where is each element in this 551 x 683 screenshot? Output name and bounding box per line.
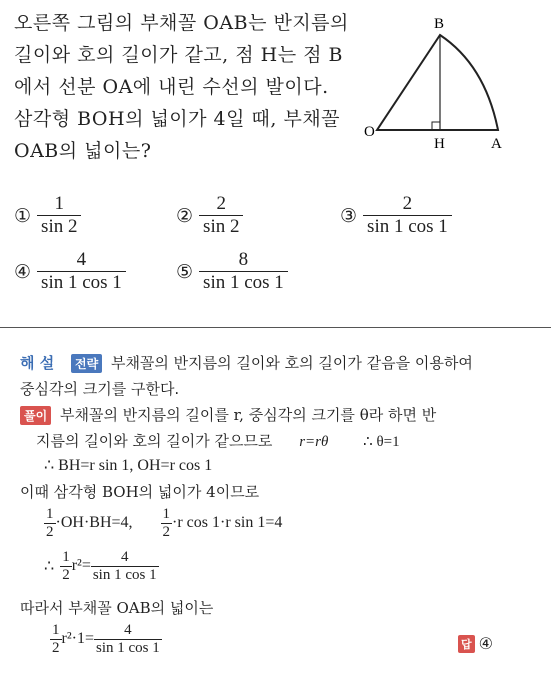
solution-line-3: ∴ BH=r sin 1, OH=r cos 1 [44,457,213,474]
choice-3-fraction [363,194,452,238]
half-fraction-c [60,549,72,584]
answer-tag: 답 [458,635,475,653]
solution-strategy [20,352,473,373]
eq2-therefore: ∴ [44,558,55,576]
solution-eq-3 [50,622,162,657]
choice-3-number: ③ [340,204,358,227]
solution-theta: ∴ θ=1 [363,434,400,450]
choice-2[interactable] [176,194,243,238]
half-num-c: 1 [62,549,70,565]
eq2-fraction [91,549,159,584]
choice-4-fraction [37,250,126,294]
half-fraction-b [161,506,173,541]
answer-value: ④ [478,634,493,653]
half-fraction-d [50,622,62,657]
half-num-b: 1 [162,506,171,522]
solution-line-1 [20,404,436,425]
problem-line-1: 오른쪽 그림의 부채꼴 OAB는 반지름의 [14,12,349,34]
solution-line-2 [36,430,400,451]
half-fraction-a [44,506,56,541]
solution-eq-2 [44,549,159,584]
half-den-a: 2 [46,523,54,540]
choice-5-denominator: sin 1 cos 1 [199,271,288,294]
sector-outline [377,35,498,130]
choice-1-number: ① [14,204,32,227]
eq3-num: 4 [124,622,132,638]
solution-eq-r: r=rθ [299,434,329,450]
eq2-den: sin 1 cos 1 [92,566,157,583]
problem-line-5: OAB의 넓이는? [14,140,152,162]
choice-1-denominator: sin 2 [37,215,81,238]
strategy-line-2: 중심각의 크기를 구한다. [20,380,180,398]
eq1-left: ·OH·BH=4, [55,514,133,532]
eq2-num: 4 [120,549,129,565]
half-den-d: 2 [52,639,60,656]
label-a: A [491,136,502,150]
half-num-a: 1 [46,506,54,522]
section-divider [0,327,551,328]
choice-4-number: ④ [14,260,32,283]
choice-1-numerator: 1 [54,193,65,214]
half-den-c: 2 [62,566,70,583]
label-b: B [434,16,445,32]
eq3-fraction [94,622,162,657]
label-h: H [434,136,445,150]
choice-5-number: ⑤ [176,260,194,283]
choice-3[interactable] [340,194,452,238]
choice-4-numerator: 4 [76,249,87,270]
choice-3-denominator: sin 1 cos 1 [363,215,452,238]
choice-2-numerator: 2 [216,193,227,214]
choice-1-fraction [37,194,81,238]
choice-1[interactable] [14,194,81,238]
choice-4-denominator: sin 1 cos 1 [37,271,126,294]
eq1-right: ·r cos 1·r sin 1=4 [172,514,283,532]
problem-line-2: 길이와 호의 길이가 같고, 점 H는 점 B [14,44,343,66]
solution-line-4: 이때 삼각형 BOH의 넓이가 4이므로 [20,483,260,501]
problem-line-3: 에서 선분 OA에 내린 수선의 발이다. [14,76,329,98]
choice-5[interactable] [176,250,288,294]
choice-3-numerator: 2 [402,193,413,214]
choice-2-number: ② [176,204,194,227]
strategy-line-1: 부채꼴의 반지름의 길이와 호의 길이가 같음을 이용하여 [110,354,473,372]
problem-line-4: 삼각형 BOH의 넓이가 4일 때, 부채꼴 [14,108,341,130]
choice-5-fraction [199,250,288,294]
half-num-d: 1 [52,622,60,638]
label-o: O [364,124,375,140]
eq3-mid: r²·1= [61,630,94,648]
right-angle-mark [432,122,440,130]
half-den-b: 2 [162,523,171,540]
eq2-mid: r²= [71,557,91,575]
solution-tag: 풀이 [20,406,51,425]
choice-2-denominator: sin 2 [199,215,243,238]
sector-figure [360,10,545,150]
solution-header: 해 설 [20,354,55,372]
choice-5-numerator: 8 [238,249,249,270]
eq3-den: sin 1 cos 1 [95,639,160,656]
choice-4[interactable] [14,250,126,294]
solution-eq-1 [44,506,282,541]
answer-box [458,634,493,653]
solution-text-1: 부채꼴의 반지름의 길이를 r, 중심각의 크기를 θ라 하면 반 [59,406,437,424]
strategy-tag: 전략 [71,354,102,373]
choice-2-fraction [199,194,243,238]
solution-line-6: 따라서 부채꼴 OAB의 넓이는 [20,599,214,617]
solution-text-2: 지름의 길이와 호의 길이가 같으므로 [36,432,273,450]
